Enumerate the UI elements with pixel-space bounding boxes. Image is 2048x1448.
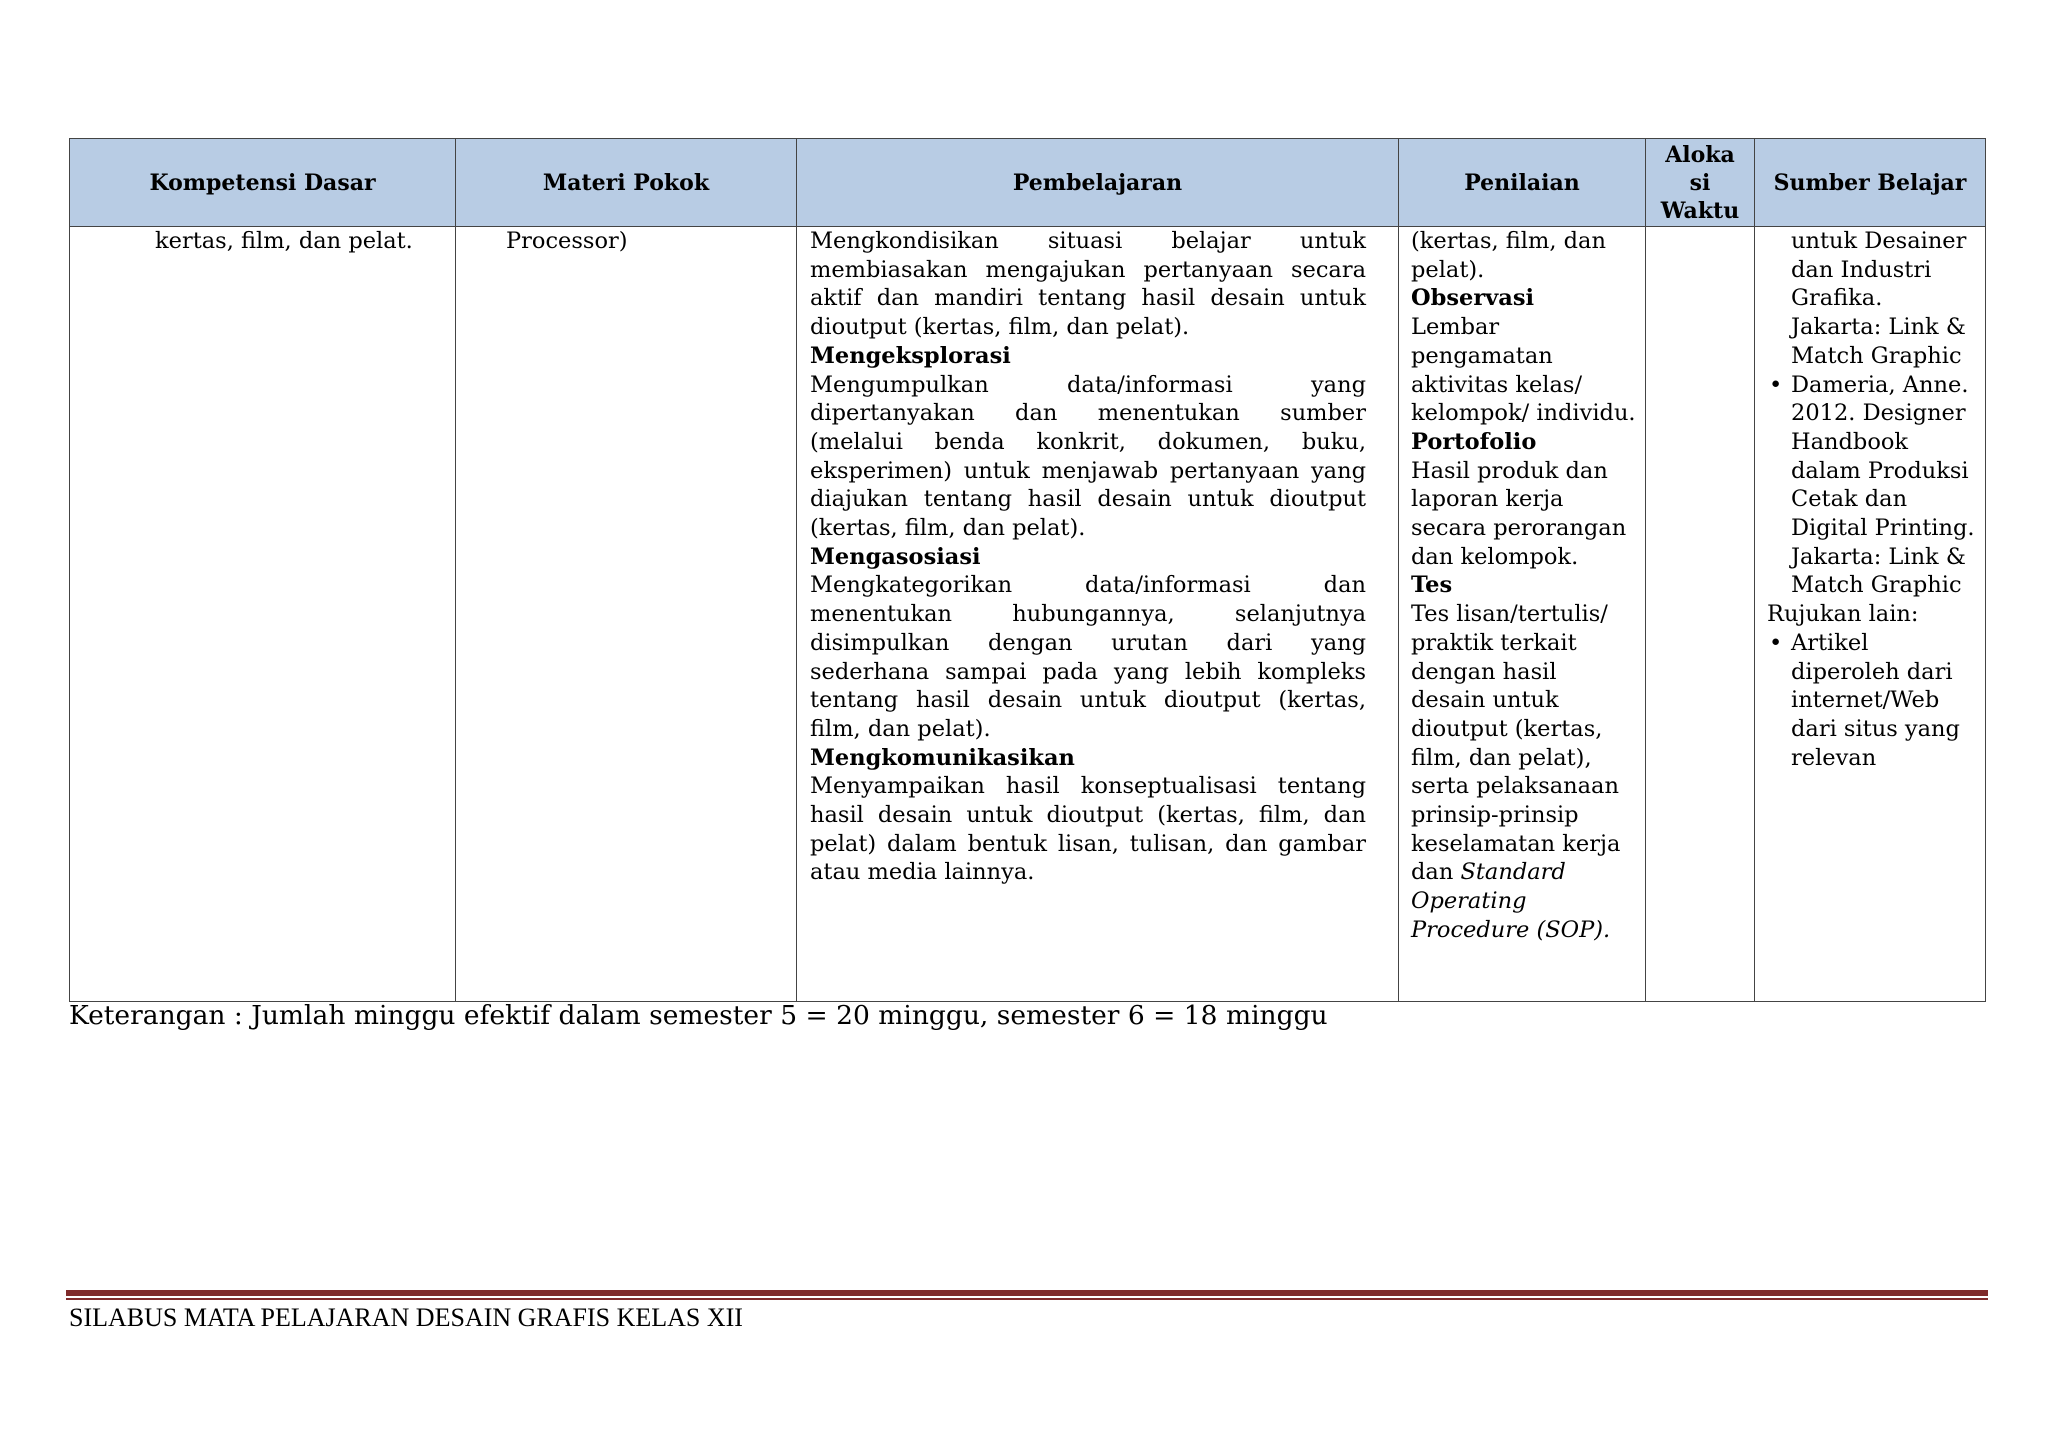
- penilaian-text-portofolio: Hasil produk dan laporan kerja secara perorangan dan kelompok.: [1411, 457, 1627, 570]
- sumber-item-dameria: Dameria, Anne. 2012. Designer Handbook dalam Produksi Cetak dan Digital Printing. Jakarta: Link & Match Graphic: [1791, 371, 1975, 599]
- cell-penilaian: [1399, 227, 1646, 1002]
- rujukan-label: Rujukan lain:: [1767, 601, 1919, 628]
- cell-sumber-belajar: [1755, 227, 1986, 1002]
- header-alokasi-waktu: [1646, 139, 1755, 227]
- penilaian-tes-body: Tes lisan/tertulis/ praktik terkait dengan hasil desain untuk dioutput (kertas, film, dan pelat), serta pelaksanaan prinsip-prinsip keselamatan kerja dan: [1411, 601, 1621, 886]
- footer-divider-thin: [66, 1298, 1988, 1300]
- list-item: [1767, 629, 1979, 773]
- kompetensi-dasar-text: kertas, film, dan pelat.: [155, 228, 413, 254]
- pembelajaran-heading-mengasosiasi: Mengasosiasi: [810, 543, 981, 570]
- penilaian-intro: (kertas, film, dan pelat).: [1411, 228, 1606, 283]
- penilaian-heading-portofolio: Portofolio: [1411, 428, 1537, 455]
- header-pembelajaran: Pembelajaran: [797, 139, 1399, 227]
- syllabus-table: [69, 138, 1986, 1002]
- cell-materi-pokok: [456, 227, 797, 1002]
- pembelajaran-heading-mengkomunikasikan: Mengkomunikasikan: [810, 744, 1075, 771]
- pembelajaran-heading-mengeksplorasi: Mengeksplorasi: [810, 342, 1011, 369]
- sumber-list-2: [1767, 629, 1979, 773]
- pembelajaran-text-mengkomunikasikan: Menyampaikan hasil konseptualisasi tentang hasil desain untuk dioutput (kertas, film, dan pelat) dalam bentuk lisan, tulisan, dan gambar atau media lainnya.: [810, 773, 1366, 886]
- cell-kompetensi-dasar: [70, 227, 456, 1002]
- table-row: [70, 227, 1986, 1002]
- header-alokasi-line-3: Waktu: [1660, 197, 1740, 224]
- sumber-item-artikel: Artikel diperoleh dari internet/Web dari situs yang relevan: [1791, 629, 1960, 771]
- table-header-row: [70, 139, 1986, 227]
- penilaian-heading-tes: Tes: [1411, 572, 1453, 599]
- sumber-continued-text: untuk Desainer dan Industri Grafika. Jakarta: Link & Match Graphic: [1791, 228, 1967, 369]
- list-item: [1767, 371, 1979, 601]
- cell-alokasi-waktu: [1646, 227, 1755, 1002]
- bullet-icon: •: [1769, 371, 1783, 398]
- sumber-list-1: [1767, 371, 1979, 601]
- pembelajaran-intro: Mengkondisikan situasi belajar untuk membiasakan mengajukan pertanyaan secara aktif dan mandiri tentang hasil desain untuk dioutput (kertas, film, dan pelat).: [810, 228, 1366, 341]
- header-kompetensi-dasar: Kompetensi Dasar: [70, 139, 456, 227]
- page-footer: SILABUS MATA PELAJARAN DESAIN GRAFIS KELAS XII: [69, 1303, 743, 1332]
- materi-pokok-text: Processor): [506, 228, 628, 254]
- keterangan-note: Keterangan : Jumlah minggu efektif dalam semester 5 = 20 minggu, semester 6 = 18 minggu: [69, 1000, 1328, 1031]
- header-penilaian: Penilaian: [1399, 139, 1646, 227]
- penilaian-heading-observasi: Observasi: [1411, 285, 1535, 312]
- cell-pembelajaran: [797, 227, 1399, 1002]
- header-sumber-belajar: Sumber Belajar: [1755, 139, 1986, 227]
- header-alokasi-line-1: Aloka: [1665, 141, 1735, 168]
- penilaian-tes-sop: Standard Operating Procedure (SOP).: [1411, 859, 1611, 943]
- header-alokasi-line-2: si: [1689, 169, 1711, 196]
- bullet-icon: •: [1769, 629, 1783, 656]
- header-materi-pokok: Materi Pokok: [456, 139, 797, 227]
- pembelajaran-text-mengeksplorasi: Mengumpulkan data/informasi yang dipertanyakan dan menentukan sumber (melalui benda konkrit, dokumen, buku, eksperimen) untuk menjawab pertanyaan yang diajukan tentang hasil desain untuk dioutput (kertas, film, dan pelat).: [810, 371, 1366, 542]
- penilaian-text-observasi: Lembar pengamatan aktivitas kelas/ kelompok/ individu.: [1411, 314, 1636, 427]
- footer-divider-thick: [66, 1290, 1988, 1296]
- penilaian-text-tes: [1411, 600, 1637, 944]
- pembelajaran-text-mengasosiasi: Mengkategorikan data/informasi dan menentukan hubungannya, selanjutnya disimpulkan dengan urutan dari yang sederhana sampai pada yang lebih kompleks tentang hasil desain untuk dioutput (kertas, film, dan pelat).: [810, 572, 1366, 742]
